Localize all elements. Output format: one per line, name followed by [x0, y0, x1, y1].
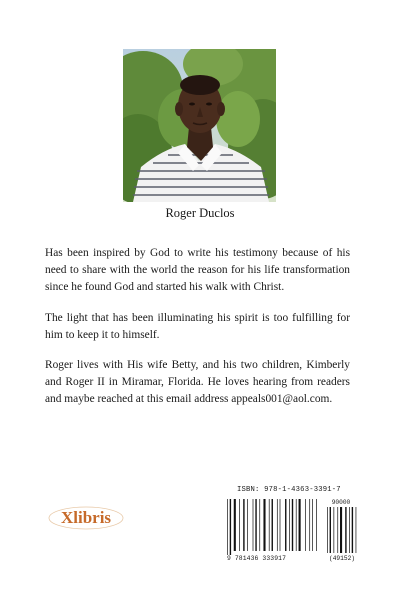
barcode-addon-bar	[327, 507, 328, 553]
author-photo	[123, 49, 276, 202]
publisher-logo	[48, 506, 124, 530]
barcode-bar	[277, 499, 278, 551]
barcode-addon-bar	[345, 507, 346, 553]
barcode-addon-bar	[349, 507, 350, 553]
barcode-bar	[239, 499, 240, 551]
barcode-bar	[312, 499, 313, 551]
barcode-bar	[263, 499, 265, 551]
barcode-bar	[289, 499, 290, 551]
barcode-bar	[309, 499, 310, 551]
barcode-addon-bar	[334, 507, 335, 553]
barcode-bar	[230, 499, 231, 555]
ean-digits: 9 781436 333917	[227, 555, 287, 562]
xlibris-logo-icon	[48, 506, 124, 530]
author-name: Roger Duclos	[165, 206, 235, 220]
barcode-bar	[269, 499, 270, 551]
isbn-label: ISBN: 978-1-4363-3391-7	[237, 486, 341, 494]
publisher-logo-text: Xlibris	[60, 508, 112, 527]
isbn-addon-bottom: (49152)	[329, 555, 355, 562]
barcode-icon	[225, 497, 360, 557]
barcode-addon-bar	[337, 507, 338, 553]
barcode-bar	[305, 499, 306, 551]
barcode-bar	[296, 499, 297, 551]
barcode-bar	[247, 499, 248, 551]
barcode-bar	[280, 499, 281, 551]
barcode-addon-bar	[356, 507, 357, 553]
bio-paragraph: Has been inspired by God to write his testimony because of his need to share with the world the reason for his life transformation since he found God and started his walk with Christ.	[45, 247, 350, 294]
barcode-addon-bar	[340, 507, 342, 553]
barcode-bar	[255, 499, 256, 551]
barcode-addon-bar	[330, 507, 331, 553]
author-bio	[45, 245, 350, 422]
isbn-addon: 90000	[331, 499, 351, 506]
author-photo-image	[123, 49, 276, 202]
bio-paragraph: The light that has been illuminating his spirit is too fulfilling for him to keep it to himself.	[45, 311, 350, 341]
bio-paragraph: Roger lives with His wife Betty, and his two children, Kimberly and Roger II in Miramar, Florida. He loves hearing from readers and maybe reached at this email address appeals001@aol.com.	[45, 359, 350, 406]
barcode-bar	[272, 499, 273, 551]
barcode-bar	[285, 499, 286, 551]
barcode-addon-bar	[352, 507, 353, 553]
barcode-bar	[299, 499, 301, 551]
barcode-bar	[234, 499, 236, 551]
barcode-bar	[227, 499, 228, 555]
isbn-barcode-block	[225, 486, 360, 570]
barcode-bar	[292, 499, 293, 551]
barcode-bar	[253, 499, 254, 551]
barcode-bar	[243, 499, 244, 551]
barcode-bar	[259, 499, 260, 551]
barcode-bar	[316, 499, 317, 551]
